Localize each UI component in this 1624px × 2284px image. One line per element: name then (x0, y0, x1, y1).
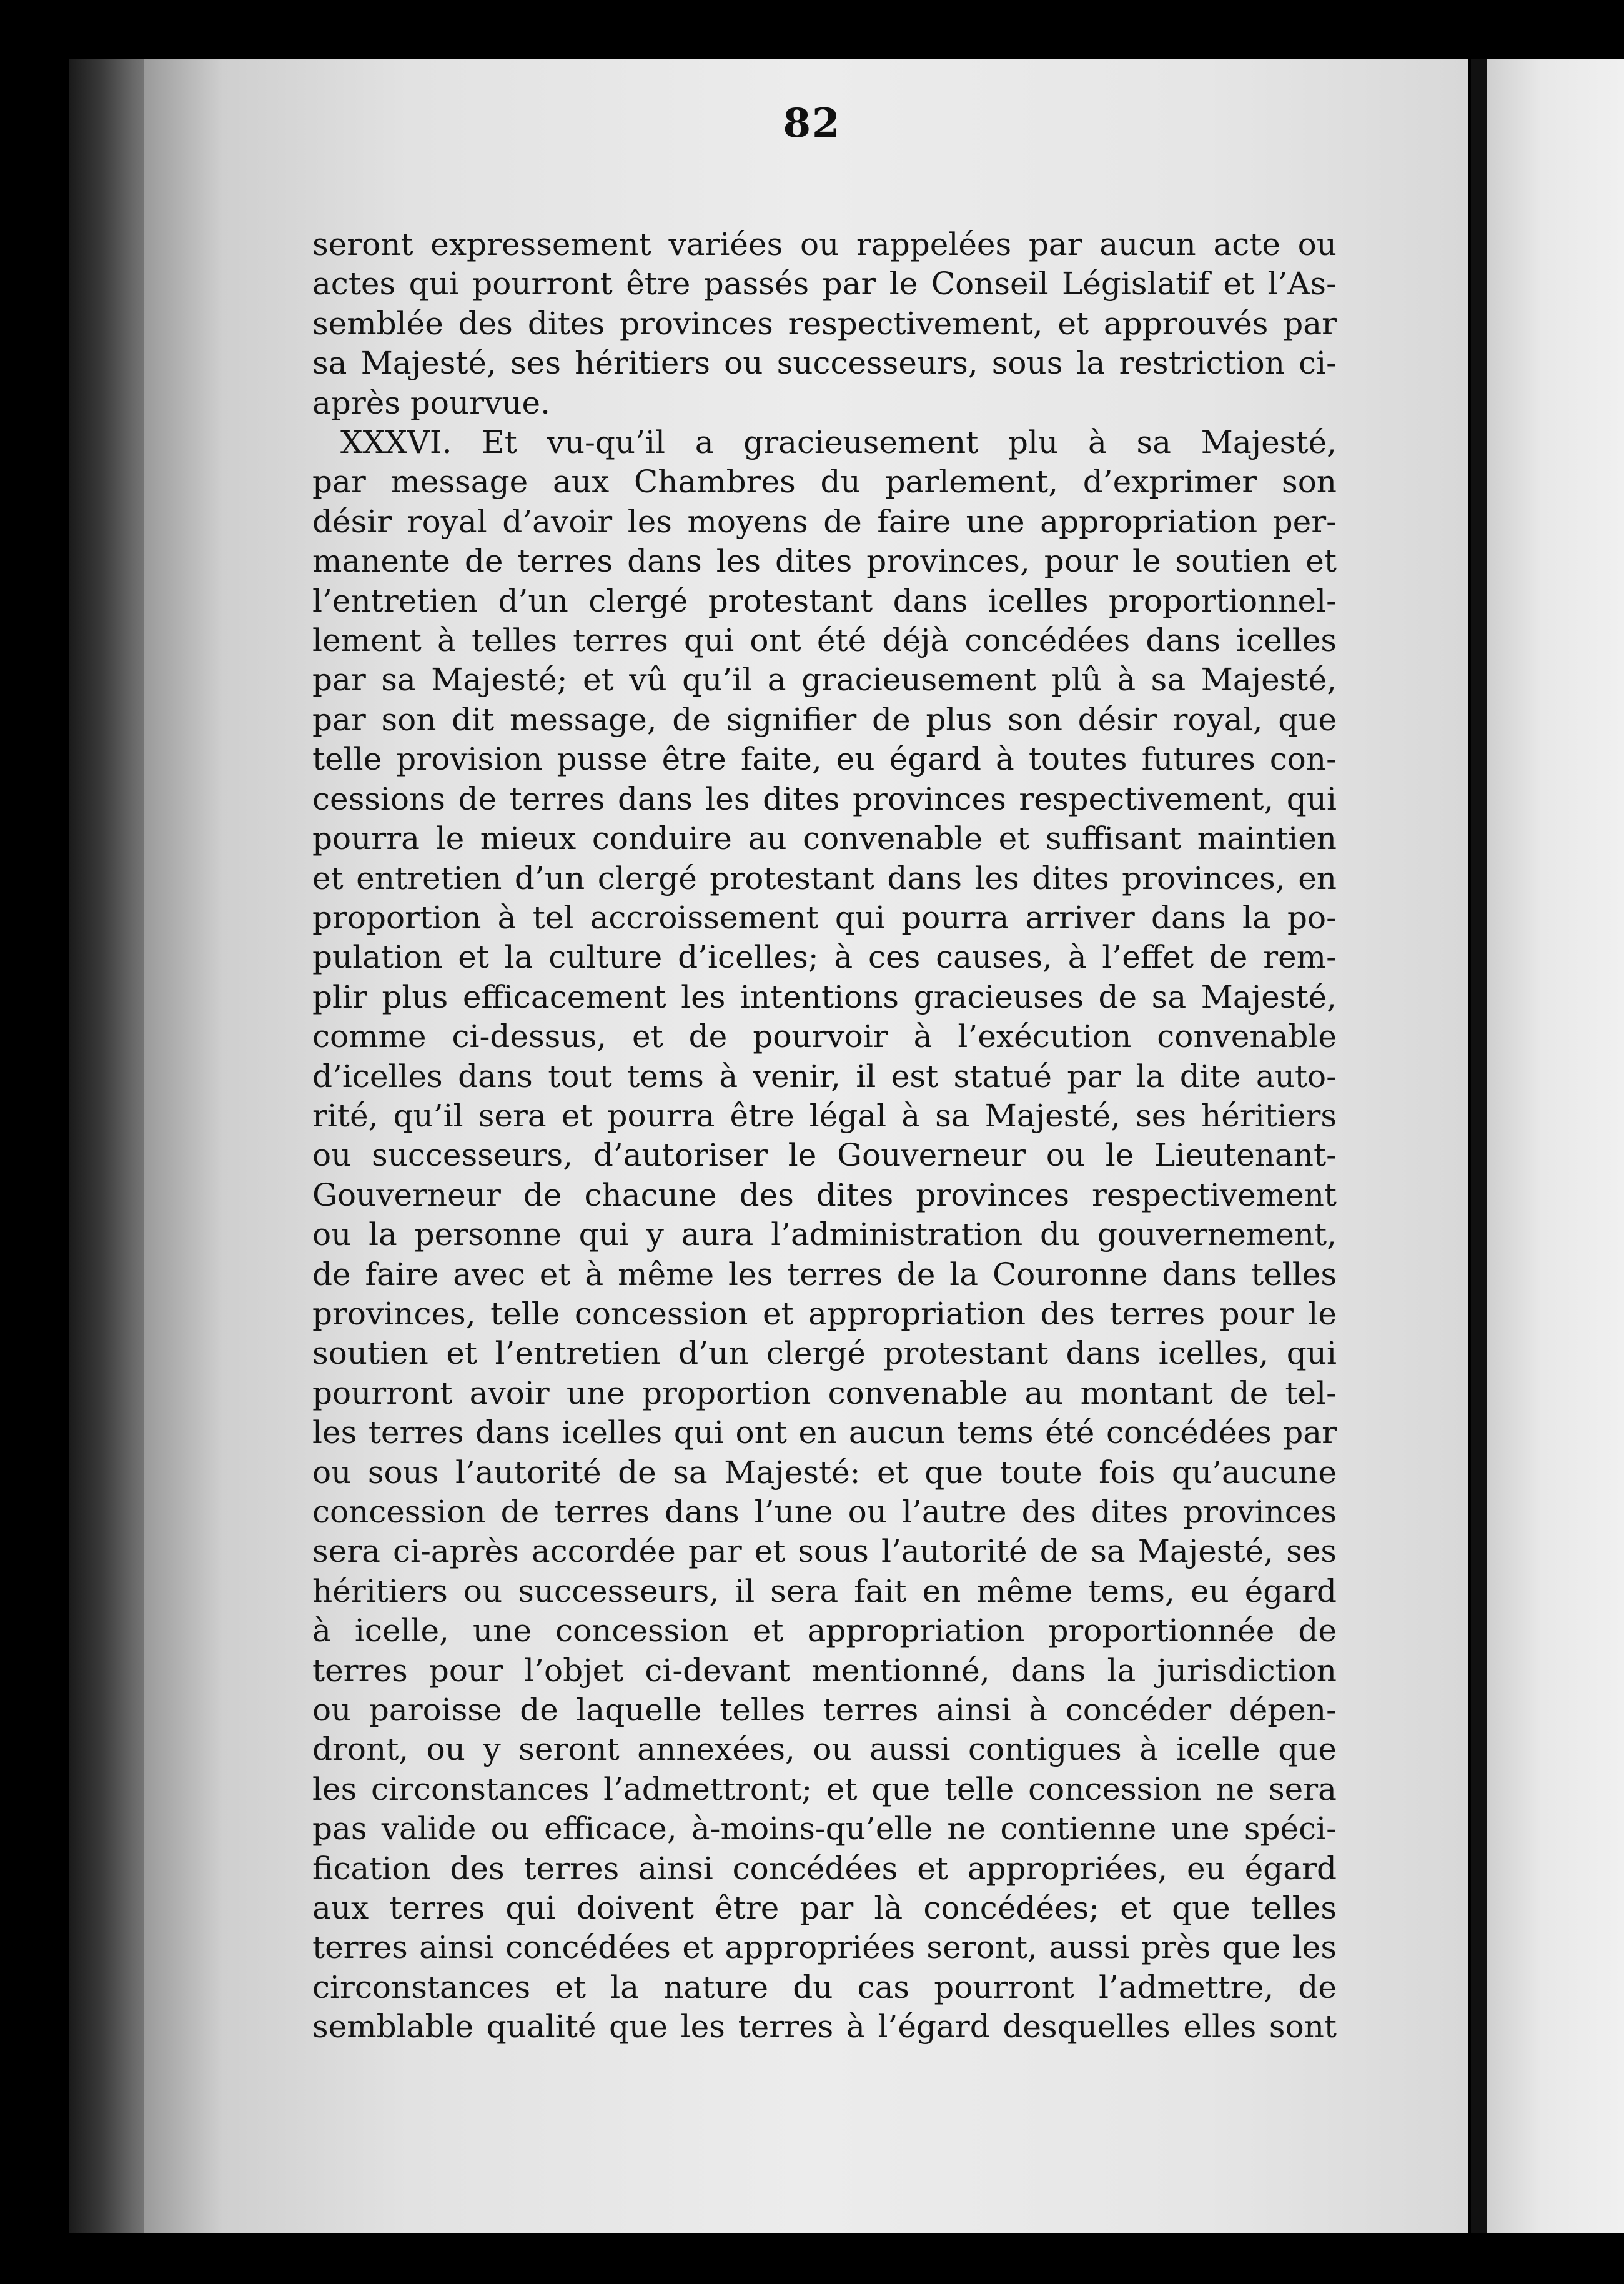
text-line: par sa Majesté; et vû qu’il a gracieusement plû à sa Majesté, (312, 662, 1337, 698)
text-line: pourra le mieux conduire au convenable et suffisant maintien (312, 820, 1337, 857)
text-line: fication des terres ainsi concédées et appropriées, eu égard (312, 1850, 1337, 1887)
text-line: proportion à tel accroissement qui pourra arriver dans la po- (312, 899, 1337, 936)
page-number: 82 (783, 100, 841, 147)
text-line: soutien et l’entretien d’un clergé protestant dans icelles, qui (312, 1335, 1337, 1372)
text-line: d’icelles dans tout tems à venir, il est statué par la dite auto- (312, 1058, 1337, 1095)
text-line: sa Majesté, ses héritiers ou successeurs, sous la restriction ci- (312, 345, 1337, 382)
text-line: ou paroisse de laquelle telles terres ainsi à concéder dépen- (312, 1692, 1337, 1729)
text-line: pas valide ou efficace, à-moins-qu’elle ne contienne une spéci- (312, 1810, 1337, 1847)
text-line: ou sous l’autorité de sa Majesté: et que toute fois qu’aucune (312, 1454, 1337, 1491)
body-text (312, 225, 1337, 2047)
text-line: par message aux Chambres du parlement, d’exprimer son (312, 464, 1337, 500)
text-line: circonstances et la nature du cas pourront l’admettre, de (312, 1969, 1337, 2005)
text-line: à icelle, une concession et appropriation proportionnée de (312, 1612, 1337, 1649)
text-line: provinces, telle concession et appropriation des terres pour le (312, 1295, 1337, 1332)
text-line: terres pour l’objet ci-devant mentionné, dans la jurisdiction (312, 1652, 1337, 1689)
text-line: et entretien d’un clergé protestant dans les dites provinces, en (312, 860, 1337, 896)
text-line: terres ainsi concédées et appropriées seront, aussi près que les (312, 1929, 1337, 1966)
text-line: désir royal d’avoir les moyens de faire une appropriation per- (312, 503, 1337, 540)
text-line: plir plus efficacement les intentions gracieuses de sa Majesté, (312, 978, 1337, 1015)
text-line: rité, qu’il sera et pourra être légal à sa Majesté, ses héritiers (312, 1097, 1337, 1134)
text-line: actes qui pourront être passés par le Conseil Législatif et l’As- (312, 266, 1337, 302)
facing-page-edge (1471, 59, 1488, 2233)
text-line: héritiers ou successeurs, il sera fait en même tems, eu égard (312, 1572, 1337, 1609)
text-line: ou successeurs, d’autoriser le Gouverneur ou le Lieutenant- (312, 1137, 1337, 1174)
text-line: dront, ou y seront annexées, ou aussi contigues à icelle que (312, 1731, 1337, 1768)
text-line: XXXVI. Et vu-qu’il a gracieusement plu à sa Majesté, (340, 424, 1337, 461)
text-line: cessions de terres dans les dites provinces respectivement, qui (312, 780, 1337, 817)
text-line: l’entretien d’un clergé protestant dans icelles proportionnel- (312, 582, 1337, 619)
text-line: comme ci-dessus, et de pourvoir à l’exécution convenable (312, 1018, 1337, 1055)
text-line: telle provision pusse être faite, eu égard à toutes futures con- (312, 741, 1337, 778)
text-line: après pourvue. (312, 384, 551, 421)
text-line: semblable qualité que les terres à l’égard desquelles elles sont (312, 2008, 1337, 2045)
text-line: les circonstances l’admettront; et que telle concession ne sera (312, 1770, 1337, 1807)
text-line: manente de terres dans les dites provinces, pour le soutien et (312, 543, 1337, 580)
text-line: concession de terres dans l’une ou l’autre des dites provinces (312, 1494, 1337, 1530)
text-line: semblée des dites provinces respectivement, et approuvés par (312, 305, 1337, 342)
text-line: les terres dans icelles qui ont en aucun tems été concédées par (312, 1414, 1337, 1451)
text-line: lement à telles terres qui ont été déjà concédées dans icelles (312, 622, 1337, 659)
facing-page (1487, 59, 1624, 2233)
text-line: de faire avec et à même les terres de la Couronne dans telles (312, 1256, 1337, 1293)
text-line: aux terres qui doivent être par là concédées; et que telles (312, 1890, 1337, 1927)
text-line: seront expressement variées ou rappelées par aucun acte ou (312, 226, 1337, 262)
text-line: pourront avoir une proportion convenable au montant de tel- (312, 1374, 1337, 1411)
text-line: sera ci-après accordée par et sous l’autorité de sa Majesté, ses (312, 1533, 1337, 1570)
text-line: ou la personne qui y aura l’administration du gouvernement, (312, 1216, 1337, 1253)
text-line: Gouverneur de chacune des dites provinces respectivement (312, 1176, 1337, 1213)
text-line: par son dit message, de signifier de plus son désir royal, que (312, 701, 1337, 738)
text-line: pulation et la culture d’icelles; à ces causes, à l’effet de rem- (312, 939, 1337, 976)
